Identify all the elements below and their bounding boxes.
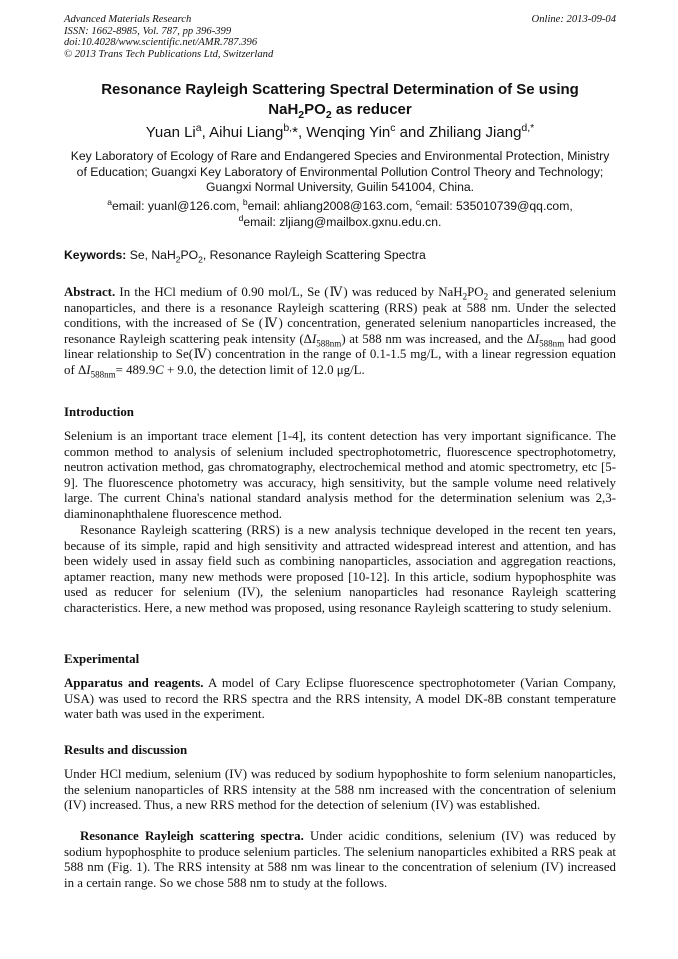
keywords-text: , Resonance Rayleigh Scattering Spectra xyxy=(202,248,426,262)
title-text: NaH xyxy=(268,101,299,118)
affiliation-line: Guangxi Normal University, Guilin 541004, China. xyxy=(205,180,475,195)
abstract-subscript: 2 xyxy=(483,291,489,302)
keywords-subscript: 2 xyxy=(198,254,203,265)
experimental-paragraph xyxy=(64,676,616,723)
author-name: , Wenqing Yin xyxy=(297,124,391,141)
keywords-label: Keywords: xyxy=(64,248,127,262)
email-line-1 xyxy=(64,196,616,215)
title-subscript: 2 xyxy=(298,109,305,121)
email-mark: c xyxy=(415,196,421,207)
email-mark: a xyxy=(107,196,112,207)
author-affil-mark: b, xyxy=(283,122,293,134)
affiliation-line: Key Laboratory of Ecology of Rare and Endangered Species and Environmental Protection, Ministry xyxy=(70,149,610,163)
abstract-italic: I xyxy=(534,331,540,346)
abstract-subscript: 588nm xyxy=(539,338,565,349)
author-list xyxy=(64,123,616,143)
affiliation xyxy=(64,149,616,196)
author-name: and Zhiliang Jiang xyxy=(395,124,522,141)
abstract-text: PO xyxy=(467,285,484,299)
results-text: Under acidic conditions, selenium (IV) was reduced by sodium hypophosphite to produce selenium particles. The selenium nanoparticles exhibited a RRS peak at 588 nm (Fig. 1). The RRS intensity at 588 nm was linear to the concentration of selenium (IV) increased in a certain range. So we chose 588 nm to study at the follows. xyxy=(64,829,616,890)
author-name: Yuan Li xyxy=(145,124,196,141)
abstract-text: In the HCl medium of 0.90 mol/L, Se (Ⅳ) was reduced by NaH xyxy=(115,285,463,299)
abstract-subscript: 2 xyxy=(462,291,468,302)
affiliation-line: of Education; Guangxi Key Laboratory of Environmental Pollution Control Theory and Technology; xyxy=(76,164,604,179)
abstract-italic: I xyxy=(86,362,91,377)
author-affil-mark: c xyxy=(390,122,396,134)
email-line-2 xyxy=(64,212,616,231)
abstract-label: Abstract. xyxy=(64,285,116,299)
keywords xyxy=(64,248,616,264)
experimental-label: Apparatus and reagents. xyxy=(64,676,204,690)
experimental-heading: Experimental xyxy=(64,652,140,666)
email-c[interactable]: email: 535010739@qq.com, xyxy=(420,199,573,213)
results-label: Resonance Rayleigh scattering spectra. xyxy=(80,829,304,843)
corresponding-mark: * xyxy=(292,124,298,141)
keywords-subscript: 2 xyxy=(175,254,181,265)
paper-title xyxy=(64,80,616,120)
abstract-italic: I xyxy=(311,331,317,346)
abstract-text: + 9.0, the detection limit of 12.0 μg/L. xyxy=(163,362,365,377)
title-text: PO xyxy=(304,101,326,118)
copyright-line: © 2013 Trans Tech Publications Ltd, Switzerland xyxy=(64,48,274,60)
email-a[interactable]: email: yuanl@126.com, xyxy=(111,199,243,213)
title-subscript: 2 xyxy=(325,109,332,121)
author-emails xyxy=(64,196,616,230)
email-b[interactable]: email: ahliang2008@163.com, xyxy=(247,199,416,213)
introduction-paragraph-2: Resonance Rayleigh scattering (RRS) is a new analysis technique developed in the recent ten years, because of its simple, rapid and high sensitivity and attracted widespread interest and attention, and has been widely used in assay field such as combining nanoparticles, association and aggregation reactions, aptamer reaction, many new methods were proposed [10-12]. In this article, sodium hypophosphite was used as reducer for selenium (IV), the selenium nanoparticles had resonance Rayleigh scattering characteristics. Here, a new method was proposed, using resonance Rayleigh scattering to study selenium. xyxy=(64,523,616,615)
author-affil-mark: a xyxy=(195,122,202,134)
abstract-subscript: 588nm xyxy=(90,369,116,380)
email-d[interactable]: email: zljiang@mailbox.gxnu.edu.cn. xyxy=(243,214,442,229)
experimental-text: A model of Cary Eclipse fluorescence spectrophotometer (Varian Company, USA) was used to record the RRS spectra and the RRS intensity, A model DK-8B constant temperature water bath was used in the experiment. xyxy=(64,676,616,722)
title-line-1: Resonance Rayleigh Scattering Spectral Determination of Se using xyxy=(101,81,579,98)
doi-line: doi:10.4028/www.scientific.net/AMR.787.396 xyxy=(64,37,258,49)
abstract-text: and generated selenium nanoparticles, and there is a resonance Rayleigh scattering (RRS) peak at 588 nm. Under the selected conditions, with the increased of Se (Ⅳ) concentration, generated selenium nanoparticles increased, the resonance Rayleigh scattering peak intensity (Δ xyxy=(64,285,616,346)
introduction-paragraph-1: Selenium is an important trace element [1-4], its content detection has very important significance. The common method to analysis of selenium included spectrophotometric, fluorescence spectrophotometry, neutron activation method, gas chromatography, electrochemical method and atomic spectrometry, etc [5-9]. The fluorescence photometry was accuracy, high sensitivity, but the sample volume need relatively large. The current China's national standard analysis method for the determination selenium was 2,3-diaminonaphthalene fluorescence method. xyxy=(64,429,616,521)
results-paragraph-2 xyxy=(64,829,616,891)
journal-header xyxy=(64,14,616,60)
author-affil-mark: d,* xyxy=(521,122,535,134)
abstract-text: = 489.9 xyxy=(115,362,156,377)
introduction-heading: Introduction xyxy=(64,405,134,419)
abstract xyxy=(64,285,616,379)
results-paragraph-1: Under HCl medium, selenium (IV) was reduced by sodium hypophoshite to form selenium nanoparticles, the selenium nanoparticles of RRS intensity at the 588 nm increased with the concentration of selenium (IV) increased. Thus, a new RRS method for the detection of selenium (IV) was established. xyxy=(64,767,616,813)
online-date: Online: 2013-09-04 xyxy=(531,14,616,25)
author-name: , Aihui Liang xyxy=(201,124,284,141)
title-text: as reducer xyxy=(331,101,412,118)
abstract-subscript: 588nm xyxy=(316,338,342,349)
abstract-text: ) at 588 nm was increased, and the Δ xyxy=(341,331,535,346)
email-mark: b xyxy=(242,196,248,207)
results-heading: Results and discussion xyxy=(64,743,188,757)
issn-line: ISSN: 1662-8985, Vol. 787, pp 396-399 xyxy=(64,25,232,37)
abstract-text: had good linear relationship to Se(Ⅳ) concentration in the range of 0.1-1.5 mg/L, with a linear regression equation of Δ xyxy=(64,331,616,377)
email-mark: d xyxy=(238,212,244,223)
title-line-2 xyxy=(64,100,616,120)
abstract-italic: C xyxy=(155,362,164,377)
keywords-text: PO xyxy=(180,248,199,262)
keywords-text: Se, NaH xyxy=(126,248,176,262)
journal-name: Advanced Materials Research xyxy=(64,14,192,25)
